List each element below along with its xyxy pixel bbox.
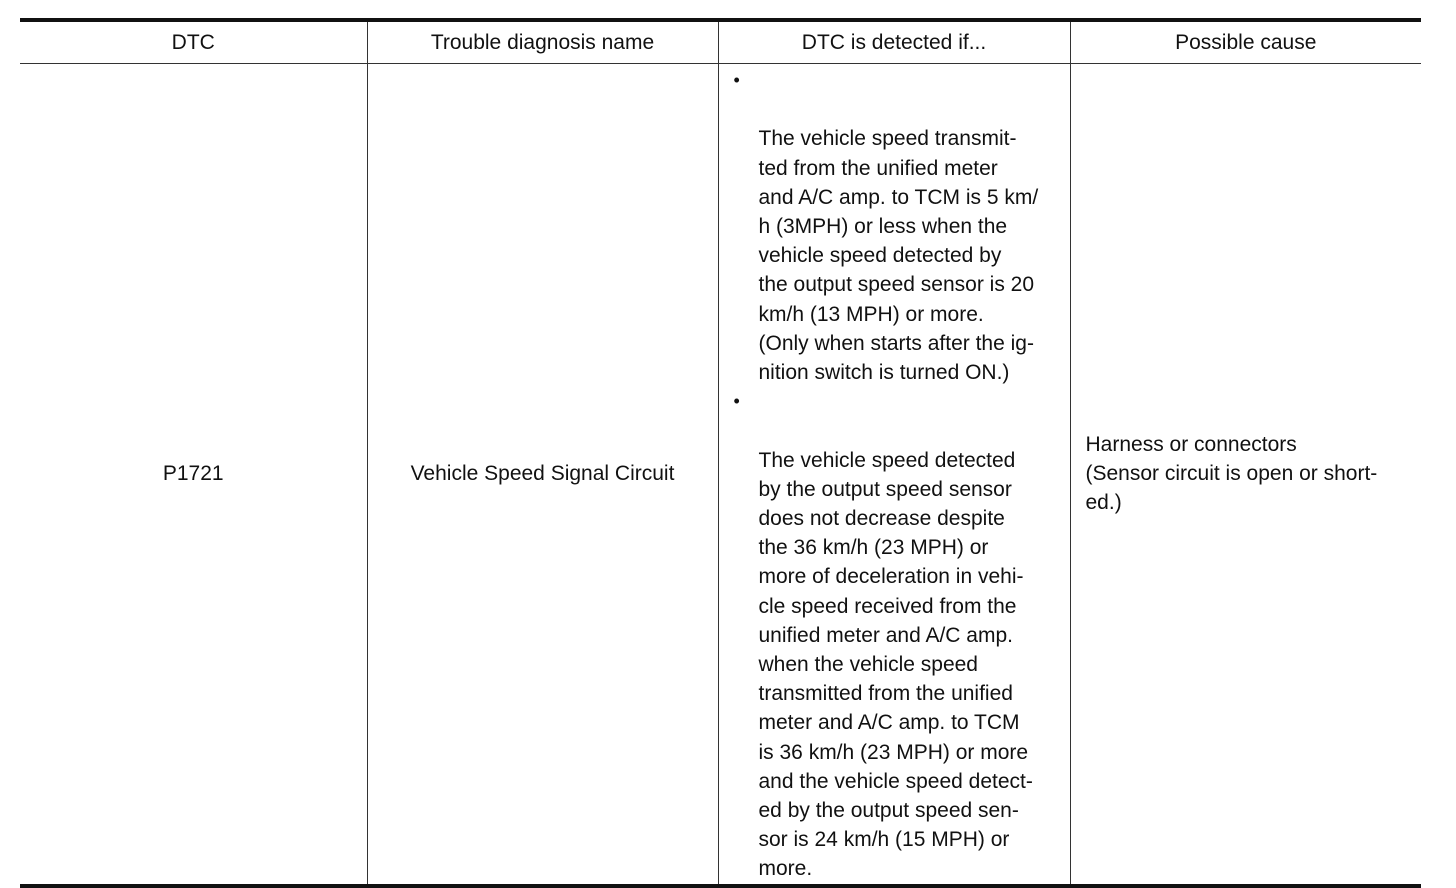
bullet-icon: • [733,391,740,412]
header-row [20,20,1421,64]
table-header [20,20,1421,64]
possible-cause-cell [1070,64,1421,886]
header-possible-cause: Possible cause [1070,20,1421,64]
bullet-icon: • [733,70,740,90]
dtc-code-cell: P1721 [20,64,367,886]
detection-condition-text: The vehicle speed transmit- ted from the unified meter and A/C amp. to TCM is 5 km/ h (3MPH) or less when the vehicle speed detected by the output speed sensor is 20 km/h (13 MPH) or more. (Only when starts after the ig- nition switch is turned ON.) [758,127,1039,385]
table-body [20,64,1421,886]
detection-condition-text: The vehicle speed detected by the output speed sensor does not decrease despite the 36 km/h (23 MPH) or more of deceleration in vehi- cle speed received from the unified meter and A/C amp. when the vehicle speed transmitted from the unified meter and A/C amp. to TCM is 36 km/h (23 MPH) or more and the vehicle speed detect- ed by the output speed sen- sor is 24 km/h (15 MPH) or more. [758,448,1033,881]
header-dtc-detected-if: DTC is detected if... [718,20,1070,64]
possible-cause-text: Harness or connectors (Sensor circuit is open or short- ed.) [1085,433,1378,515]
detection-condition-list [719,66,1070,884]
dtc-table [20,18,1421,888]
detection-conditions-cell [718,64,1070,886]
trouble-diagnosis-name-cell: Vehicle Speed Signal Circuit [367,64,718,886]
detection-condition-item [733,387,1070,883]
detection-condition-item [733,66,1070,387]
header-dtc: DTC [20,20,367,64]
table-row [20,64,1421,886]
header-trouble-diagnosis-name: Trouble diagnosis name [367,20,718,64]
